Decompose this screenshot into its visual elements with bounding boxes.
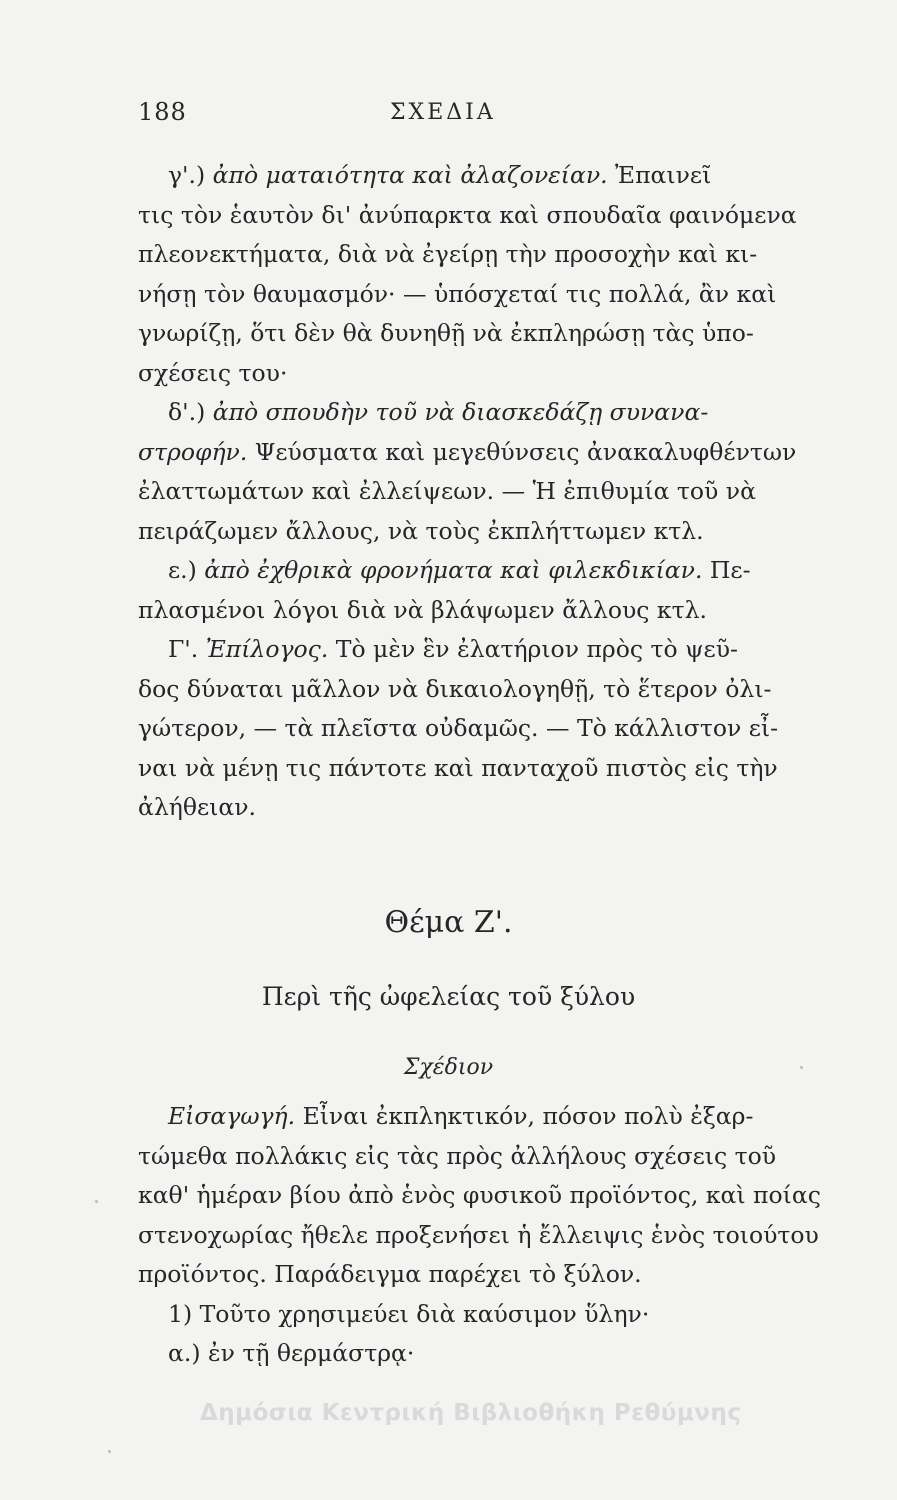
sketch-label: Σχέδιον (403, 1055, 494, 1080)
text-line: γνωρίζῃ, ὅτι δὲν θὰ δυνηθῇ νὰ ἐκπληρώσῃ τὰς ὑπο- (138, 319, 754, 347)
body-text-top (138, 156, 797, 828)
page-number: 188 (138, 98, 187, 126)
text-line: Γ'. Ἐπίλογος. Τὸ μὲν ἓν ἐλατήριον πρὸς τὸ ψεῦ- (168, 635, 738, 663)
library-watermark: Δημόσια Κεντρική Βιβλιοθήκη Ρεθύμνης (200, 1400, 742, 1426)
text-line: τις τὸν ἑαυτὸν δι' ἀνύπαρκτα καὶ σπουδαῖα φαινόμενα (138, 200, 797, 229)
text-line: πλεονεκτήματα, διὰ νὰ ἐγείρῃ τὴν προσοχὴν καὶ κι- (138, 240, 758, 268)
section-subtitle: Περὶ τῆς ὠφελείας τοῦ ξύλου (261, 982, 636, 1011)
text-line: α.) ἐν τῇ θερμάστρᾳ· (168, 1339, 415, 1367)
text-line: πλασμένοι λόγοι διὰ νὰ βλάψωμεν ἄλλους κτλ. (138, 595, 707, 624)
text-line: ε.) ἀπὸ ἐχθρικὰ φρονήματα καὶ φιλεκδικίαν. Πε- (168, 556, 751, 584)
text-line: καθ' ἡμέραν βίου ἀπὸ ἑνὸς φυσικοῦ προϊόντος, καὶ ποίας (138, 1181, 821, 1209)
text-line: ναι νὰ μένῃ τις πάντοτε καὶ πανταχοῦ πιστὸς εἰς τὴν (138, 753, 778, 782)
page-header (138, 98, 698, 138)
text-line: ἐλαττωμάτων καὶ ἐλλείψεων. — Ἡ ἐπιθυμία τοῦ νὰ (138, 477, 756, 505)
text-line: γώτερον, — τὰ πλεῖστα οὐδαμῶς. — Τὸ κάλλιστον εἶ- (138, 714, 779, 742)
text-line: στροφήν. Ψεύσματα καὶ μεγεθύνσεις ἀνακαλυφθέντων (138, 437, 797, 466)
text-line: γ'.) ἀπὸ ματαιότητα καὶ ἀλαζονείαν. Ἐπαινεῖ (168, 161, 712, 189)
scan-speck (800, 1066, 803, 1069)
text-line: σχέσεις του· (138, 358, 288, 387)
text-line: ἀλήθειαν. (138, 793, 257, 821)
text-line: δος δύναται μᾶλλον νὰ δικαιολογηθῇ, τὸ ἕτερον ὀλι- (138, 674, 772, 703)
text-line: νήσῃ τὸν θαυμασμόν· — ὑπόσχεταί τις πολλά, ἂν καὶ (138, 279, 777, 308)
section-title: Θέμα Ζ'. (384, 905, 513, 940)
text-line: στενοχωρίας ἤθελε προξενήσει ἡ ἔλλειψις ἑνὸς τοιούτου (138, 1220, 819, 1249)
text-line: πειράζωμεν ἄλλους, νὰ τοὺς ἐκπλήττωμεν κτλ. (138, 516, 704, 545)
scan-speck (95, 1200, 98, 1203)
text-line: προϊόντος. Παράδειγμα παρέχει τὸ ξύλον. (138, 1260, 642, 1288)
text-line: 1) Τοῦτο χρησιμεύει διὰ καύσιμον ὕλην· (168, 1299, 650, 1328)
text-line: δ'.) ἀπὸ σπουδὴν τοῦ νὰ διασκεδάζῃ συνανα- (168, 398, 709, 426)
text-line: Εἰσαγωγή. Εἶναι ἐκπληκτικόν, πόσον πολὺ ἐξαρ- (168, 1102, 754, 1130)
body-text-bottom (138, 1097, 821, 1374)
text-line: τώμεθα πολλάκις εἰς τὰς πρὸς ἀλλήλους σχέσεις τοῦ (138, 1141, 777, 1170)
running-title: ΣΧΕΔΙΑ (390, 100, 496, 125)
scan-speck (108, 1450, 111, 1453)
